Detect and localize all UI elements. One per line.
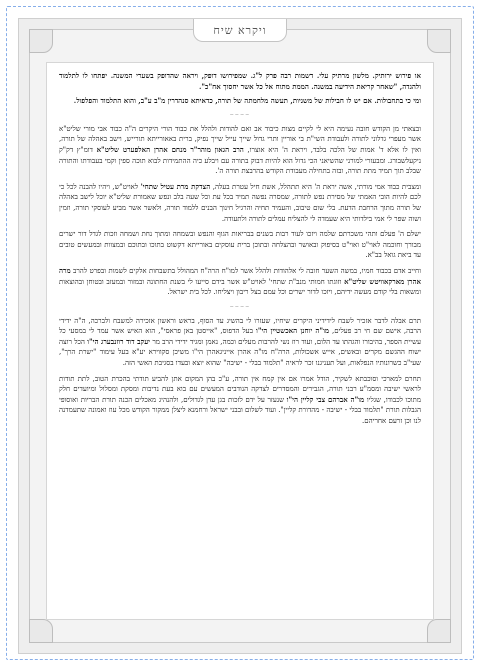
section-separator: ~~~~	[229, 303, 251, 310]
honoree-name: מו"ה אברהם צבי קליין הי"ו	[286, 394, 365, 404]
paragraph: תחרם למארכי וסוכבתא לשקיר, הודל אמרו אם אין קמח אין תורה, ע"כ בהן המקום אתן להביע תודתי בהכרת הטוב, לתת תודות לראשי ישיבה ומסמ"ע רבני תורה, הגבירים והמסדרים לצדקה הנודבים המעשים עם בוא בעת נדיבות ומסקת ומסלול ומיועדים חלק מתוכו לכבודו, שגליו מו"ה אברהם צבי קליין הי"ו שנעזר על ידם לזכות בגן עדן לגדולים, ולהנהיג מאכלים הכנה תורת הבריות ואוסופי הגבלות תורת "תלמוד בבלי - ישיבה - מהדורת קליין". ועוד לשלום ובבני ישראל ורחמנא ליצלן ממקור הקודש מכל עוז ואמונה שתעמדנה לנו וכן זרעם אחריהם.	[59, 374, 421, 426]
honoree-name: מרה אהרן מארקאוויטש שליט"א	[59, 265, 421, 286]
paragraph: ובצאתי מן הקודש חובה נעימה היא לי לקיים מצות כיבוד אב ואם להודות ולהלל את כבוד הורי היקרים ה"ה כבוד אבי מורי שליט"א אשר מעפרי גדלוני לתורה ולעבודת השי"ת בי אוריין ותרי גדול שייך עייל שייך נפיק, ברית באאורייתא תורייש, וישב באהלה של תורה, ואין לו אלא ד' אמות של הלכה בלבד, ויראת ה' היא אוצרו, הרב הגאון מוהר"ר מנחם אהרן האלפערט שליט"א דומ"ץ דק"ק ניקעלשבורג. ומבעזרי למורני שהשיאני הכי גדול הוא להיות דבוק בתורה עם ויבלע כיה ההתמידות לבוא תוכה ספין וקמי בעבודתו והתורה שבלב תוך תמיד מתת תורה, ובזה בתחילה מעבודת הקודש בהרבצת תורה ה'.	[59, 124, 421, 176]
honoree-name: הצדקת מרת עטיל שתחי'	[140, 181, 211, 191]
paragraph: וחייב אדם בכבוד חמיו, במשה השער חובה לי אלהודות ולהלל אשר למו"ח הרה"ח המהולל בתשבחות אלקים לשמות ובפרט להרב מרה אהרן מארקאוויטש שליט"א וזוגתו חמותי מנב"ת שתחי' לאויט"ש אשר בידם סייעו לי בשנת החתונה ובמזור ובמעזב ובטוחן ובהוצאות ומשאות בלי קודם מעשה ידיהם, ויזכו לדור ישרים וכל עמם בצל ריבון ויצליחו. לכל בית ישראל.	[59, 265, 421, 297]
page-header-title: ויקרא שיח	[193, 19, 287, 42]
frame-corner-ornament	[427, 619, 451, 643]
honoree-name: הרב הגאון מוהר"ר מנחם אהרן האלפערט שליט"א	[96, 144, 244, 154]
text-body	[46, 62, 434, 620]
intro-paragraph: או פירוש ירותיק. מלשון מרתיק עלי. דשמות רבה פרק ל"ג. שמפירושו דופק, ויראה שהדופק בשערי המשנה. יפתחו לו לתלמוד ולהגדה, "שאחר קריאת הידיעה במשנה. הממת מתוח אל כל אשר יחסוך אח"כ".	[59, 71, 421, 91]
honoree-name: מו"ה יוחנן האכשטיין הי"ו	[256, 326, 330, 336]
honoree-name: יעקב דוד רוזנבערג הי"ו	[87, 336, 151, 346]
paragraph: ישלם ה' פעלם ותהי משכרתם שלמה ויזכו לעוד רבות בשנים בבריאות הגוף והנפש ובשמחה ומתוך נחת ושמחה וזכות לגדל דור ישרים מבורך וחוכמה לאוי"ט ואוי"ט בסיפוק ובאושר ובהצלחה ובתוכן ברית עוסקים באורייתא דקשוט בתוכו ובתוכם ובמצוות ובמעשים טובים עד ביאת גואל בב"א.	[59, 230, 421, 260]
intro-paragraph: ומי כי בתחבולות. אם יש לו חבילות של משניות, תעשה מלחמתה של תורה, כדאיתא סנהדרין מ"ב ע"ב, והוא התלמוד והפלפול.	[73, 96, 421, 106]
paragraph: תרם אבלה לדבר אזכיר לשבח לידידיני היקרים שיחיו, שעזרו לי בהשיג עד הסוף, בראש וראשון אזכירה למשבח ולברכה, ה"ה ידידי הרבה, אישם שם חי רב פעלים, מו"ה יוחנן האכשטיין הי"ו בעל הדפוס, "אייסטן באן פראסי", הוא האיש אשר עמד לי במסעי כל עשיית הספר, בהיבורו והגהתו עד הלום, ועוד רוז נשי להרבות מעלים וכמה, נאמן ומגיד ידידי הרב מר יעקב דוד רוזנבערג הי"ו הכל רוצה ישוח ההגשם מקרים ובאשים, אייש אשכולות, הרה"ח מו"ה אהרן אייניגאהרן הי"ו משיכן סקווירא יע"א בעל עימוד "ישרת הרך", שעי"ב כשרונותיו הנפלאות, ועל תעניגנו זכר לראיה "תלמוד בבלי - ישיבה" שהוא יוצא ובעדו בסגיבת האשי הזה.	[59, 316, 421, 368]
paragraph: ומצבית כבוד אמי מורתי, אשה יראת ה' היא תתהלל, אשת חיל עטרת בעלה, הצדקת מרת עטיל שתחי' לאויט"ש, ויהיו להבנה לכל כי לכם להיות הובי האמתי של מסירת נפש לתורה, שמסרה נפשה תמיד בכל עת וכל שעה בלב ונפש שאמורת שליט"א יוכל לישב באהלה של תורה מתוך הרחבת הדעת. בלי שום טיבוב, והעמיד תחיה והרגיל חינוך הבנים ללמוד תורה, ולאשר אשר מביע לעוסקי תורה, וזמין ושוה שפר לי אמי בילדותי היא שעמדה לי להצליח עמלים לתורה ולתעודה.	[59, 181, 422, 223]
frame-corner-ornament	[427, 29, 451, 53]
frame-corner-ornament	[29, 29, 53, 53]
section-separator: ~~~~	[229, 111, 251, 118]
frame-corner-ornament	[29, 619, 53, 643]
